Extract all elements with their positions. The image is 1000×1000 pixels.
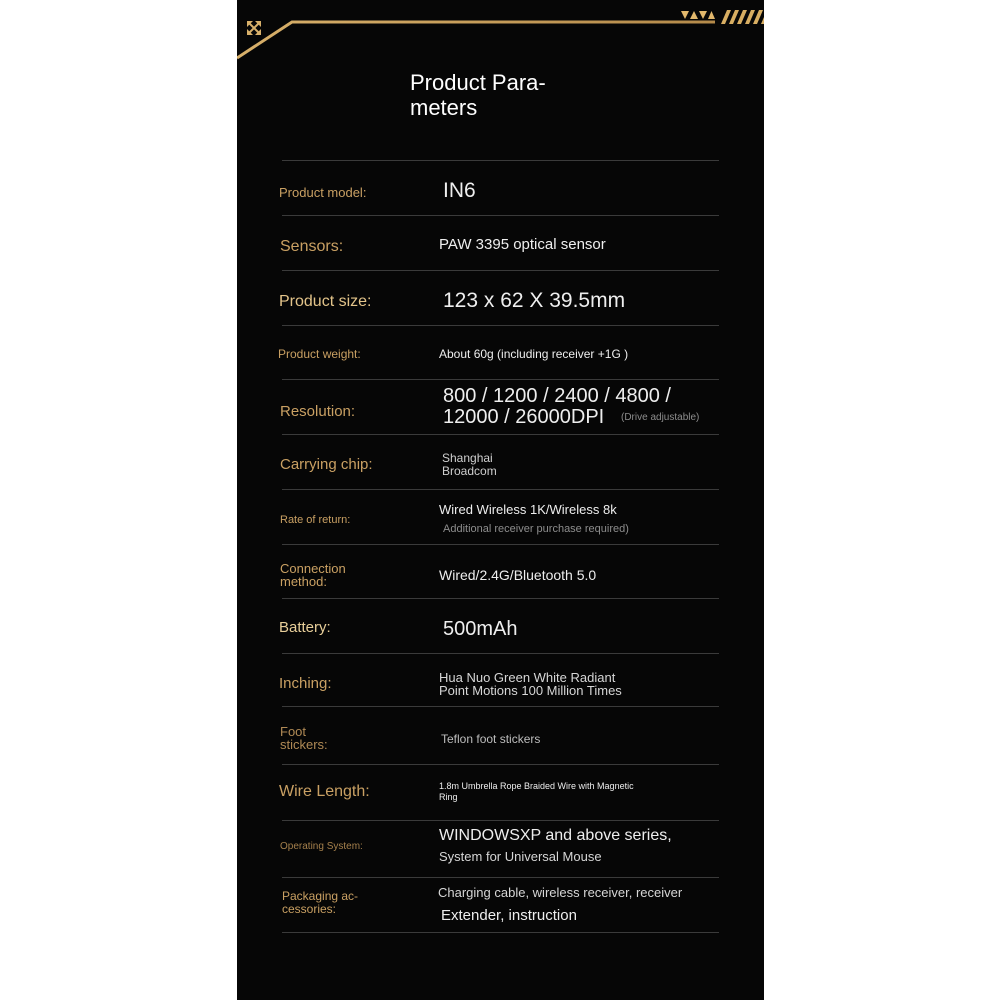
label-connection-line-1: Connection xyxy=(280,561,346,576)
value-battery: 500mAh xyxy=(443,618,518,640)
value-os-line-2: System for Universal Mouse xyxy=(439,849,602,864)
divider xyxy=(282,820,719,821)
label-rate-of-return: Rate of return: xyxy=(280,514,351,526)
divider xyxy=(282,270,719,271)
divider xyxy=(282,598,719,599)
divider xyxy=(282,932,719,933)
label-foot-line-2: stickers: xyxy=(280,737,328,752)
divider xyxy=(282,544,719,545)
label-foot-line-1: Foot xyxy=(280,724,307,739)
label-sensors: Sensors: xyxy=(280,238,344,255)
label-packaging-line-2: cessories: xyxy=(282,902,337,916)
divider xyxy=(282,160,719,161)
value-resolution-line-2: 12000 / 26000DPI xyxy=(443,406,605,428)
divider xyxy=(282,653,719,654)
divider xyxy=(282,877,719,878)
page-title-line-1: Product Para- xyxy=(410,70,546,95)
value-sensors: PAW 3395 optical sensor xyxy=(439,236,606,253)
value-inching-line-1: Hua Nuo Green White Radiant xyxy=(439,670,616,685)
label-connection-line-2: method: xyxy=(280,574,327,589)
value-packaging-line-2: Extender, instruction xyxy=(441,907,577,924)
divider xyxy=(282,764,719,765)
label-carrying-chip: Carrying chip: xyxy=(280,456,373,473)
value-connection-method: Wired/2.4G/Bluetooth 5.0 xyxy=(439,567,597,583)
note-resolution: (Drive adjustable) xyxy=(621,412,700,423)
label-inching: Inching: xyxy=(279,675,332,692)
value-foot-stickers: Teflon foot stickers xyxy=(441,732,541,746)
value-wire-line-2: Ring xyxy=(439,792,458,802)
label-product-weight: Product weight: xyxy=(278,347,361,361)
label-packaging-line-1: Packaging ac- xyxy=(282,889,359,903)
value-product-model: IN6 xyxy=(443,179,476,202)
divider xyxy=(282,325,719,326)
divider xyxy=(282,706,719,707)
divider xyxy=(282,489,719,490)
value-rate-of-return: Wired Wireless 1K/Wireless 8k xyxy=(439,502,617,517)
value-os-line-1: WINDOWSXP and above series, xyxy=(439,827,672,844)
label-resolution: Resolution: xyxy=(280,403,356,420)
hatch-stripes-icon xyxy=(721,10,764,24)
divider xyxy=(282,379,719,380)
value-wire-line-1: 1.8m Umbrella Rope Braided Wire with Magnetic xyxy=(439,781,634,791)
value-product-size: 123 x 62 X 39.5mm xyxy=(443,289,626,312)
product-parameters-panel xyxy=(237,0,764,1000)
value-resolution-line-1: 800 / 1200 / 2400 / 4800 / xyxy=(443,385,671,407)
divider xyxy=(282,434,719,435)
label-battery: Battery: xyxy=(279,619,331,636)
note-rate-of-return: Additional receiver purchase required) xyxy=(443,523,629,535)
label-product-size: Product size: xyxy=(279,293,372,310)
page-title-line-2: meters xyxy=(410,95,478,120)
value-product-weight: About 60g (including receiver +1G ) xyxy=(439,347,629,361)
value-inching-line-2: Point Motions 100 Million Times xyxy=(439,683,622,698)
value-chip-line-2: Broadcom xyxy=(442,464,497,478)
expand-icon xyxy=(246,20,262,36)
label-product-model: Product model: xyxy=(279,185,367,200)
divider xyxy=(282,215,719,216)
value-chip-line-1: Shanghai xyxy=(442,451,493,465)
label-wire-length: Wire Length: xyxy=(279,783,370,800)
page-title xyxy=(410,70,580,120)
triangle-decor-icon xyxy=(681,9,715,21)
label-operating-system: Operating System: xyxy=(280,841,363,852)
value-packaging-line-1: Charging cable, wireless receiver, receiver xyxy=(438,885,683,900)
